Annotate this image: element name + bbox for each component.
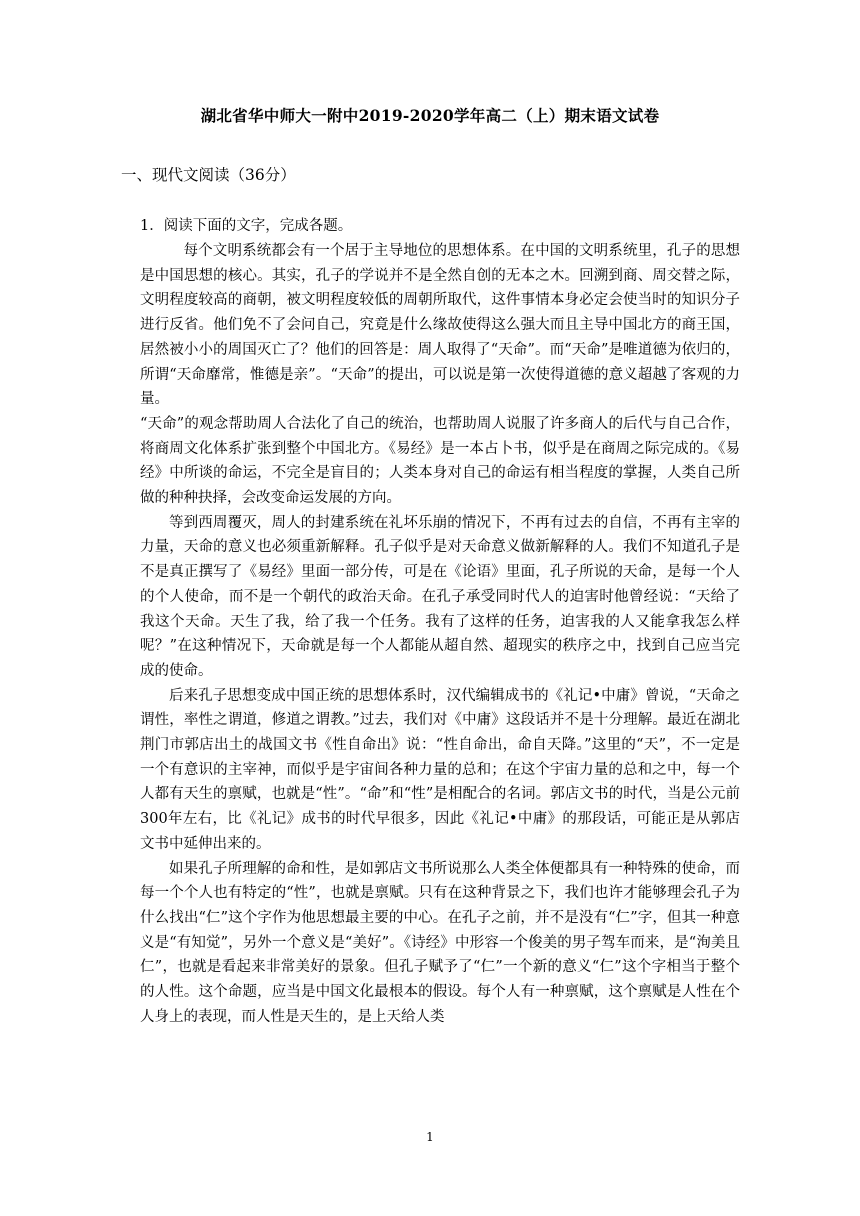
reading-passage [140, 239, 740, 1030]
passage-paragraph-3: 等到西周覆灭，周人的封建系统在礼坏乐崩的情况下，不再有过去的自信，不再有主宰的力量，天命的意义也必须重新解释。孔子似乎是对天命意义做新解释的人。我们不知道孔子是不是真正撰写了《易经》里面一部分传，可是在《论语》里面，孔子所说的天命，是每一个人的个人使命，而不是一个朝代的政治天命。在孔子承受同时代人的迫害时他曾经说：“天给了我这个天命。天生了我，给了我一个任务。我有了这样的任务，迫害我的人又能拿我怎么样呢？”在这种情况下，天命就是每一个人都能从超自然、超现实的秩序之中，找到自己应当完成的使命。 [140, 514, 740, 679]
passage-paragraph-4: 后来孔子思想变成中国正统的思想体系时，汉代编辑成书的《礼记•中庸》曾说，“天命之谓性，率性之谓道，修道之谓教。”过去，我们对《中庸》这段话并不是十分理解。最近在湖北荆门市郭店出土的战国文书《性自命出》说：“性自命出，命自天降。”这里的“天”，不一定是一个有意识的主宰神，而似乎是宇宙间各种力量的总和；在这个宇宙力量的总和之中，每一个人都有天生的禀赋，也就是“性”。“命”和“性”是相配合的名词。郭店文书的时代，当是公元前300年左右，比《礼记》成书的时代早很多，因此《礼记•中庸》的那段话，可能正是从郭店文书中延伸出来的。 [140, 687, 740, 852]
passage-paragraph-1: 每个文明系统都会有一个居于主导地位的思想体系。在中国的文明系统里，孔子的思想是中国思想的核心。其实，孔子的学说并不是全然自创的无本之木。回溯到商、周交替之际，文明程度较高的商朝，被文明程度较低的周朝所取代，这件事情本身必定会使当时的知识分子进行反省。他们免不了会问自己，究竟是什么缘故使得这么强大而且主导中国北方的商王国，居然被小小的周国灭亡了？他们的回答是：周人取得了“天命”。而“天命”是唯道德为依归的，所谓“天命靡常，惟德是亲”。“天命”的提出，可以说是第一次使得道德的意义超越了客观的力量。 [140, 243, 740, 408]
passage-paragraph-2: “天命”的观念帮助周人合法化了自己的统治，也帮助周人说服了许多商人的后代与自己合作，将商周文化体系扩张到整个中国北方。《易经》是一本占卜书，似乎是在商周之际完成的。《易经》中所谈的命运，不完全是盲目的；人类本身对自己的命运有相当程度的掌握，人类自己所做的种种抉择，会改变命运发展的方向。 [140, 415, 740, 507]
exam-title: 湖北省华中师大一附中2019-2020学年高二（上）期末语文试卷 [200, 106, 660, 125]
section-heading: 一、现代文阅读（36分） [121, 166, 296, 184]
question-intro: 1．阅读下面的文字，完成各题。 [140, 218, 353, 234]
page-number: 1 [426, 1130, 434, 1144]
passage-paragraph-5: 如果孔子所理解的命和性，是如郭店文书所说那么人类全体便都具有一种特殊的使命，而每一个个人也有特定的“性”，也就是禀赋。只有在这种背景之下，我们也许才能够理会孔子为什么找出“仁”这个字作为他思想最主要的中心。在孔子之前，并不是没有“仁”字，但其一种意义是“有知觉”，另外一个意义是“美好”。《诗经》中形容一个俊美的男子驾车而来，是“洵美且仁”，也就是看起来非常美好的景象。但孔子赋予了“仁”一个新的意义“仁”这个字相当于整个的人性。这个命题，应当是中国文化最根本的假设。每个人有一种禀赋，这个禀赋是人性在个人身上的表现，而人性是天生的，是上天给人类 [140, 860, 740, 1025]
